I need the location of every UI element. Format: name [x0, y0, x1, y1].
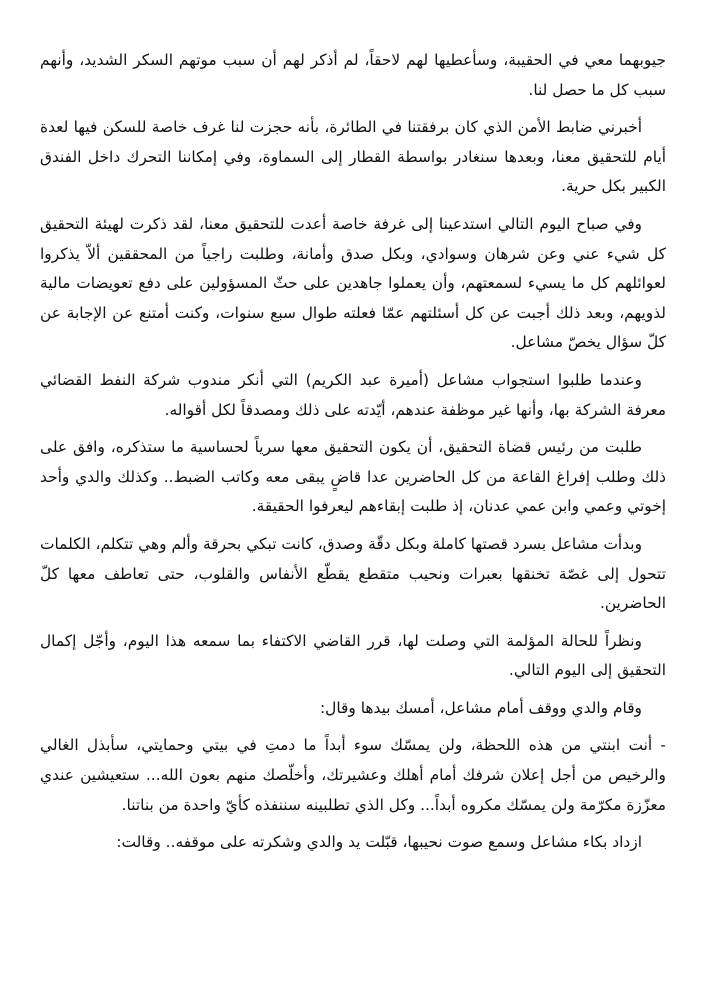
paragraph: ونظراً للحالة المؤلمة التي وصلت لها، قرر القاضي الاكتفاء بما سمعه هذا اليوم، وأجّل إكمال التحقيق إلى اليوم التالي.: [40, 631, 666, 680]
document-page: [40, 46, 666, 866]
paragraph: وفي صباح اليوم التالي استدعينا إلى غرفة خاصة أعدت للتحقيق معنا، لقد ذكرت لهيئة التحقيق كل شيء عني وعن شرهان وسوادي، وبكل صدق وأمانة، وطلبت راجياً من المحققين ألاّ يذكروا لعوائلهم كل ما يسيء لسمعتهم، وأن يعملوا جاهدين على حثّ المسؤولين على دفع تعويضات مالية لذويهم، وبعد ذلك أجبت عن كل أسئلتهم عمّا فعلته طوال سبع سنوات، وكنت أمتنع عن الإجابة عن كلّ سؤال يخصّ مشاعل.: [40, 214, 666, 352]
paragraph: ازداد بكاء مشاعل وسمع صوت نحيبها، قبّلت يد والدي وشكرته على موقفه.. وقالت:: [116, 833, 642, 852]
paragraph: طلبت من رئيس قضاة التحقيق، أن يكون التحقيق معها سرياً لحساسية ما ستذكره، وافق على ذلك وطلب إفراغ القاعة من كل الحاضرين عدا قاضٍ يبقى معه وكاتب الضبط.. وكذلك والدي وأحد إخوتي وعمي وابن عمي عدنان، إذ طلبت إبقاءهم ليعرفوا الحقيقة.: [40, 438, 666, 516]
paragraph: جيوبهما معي في الحقيبة، وسأعطيها لهم لاحقاً، لم أذكر لهم أن سبب موتهم السكر الشديد، وأنهم سبب كل ما حصل لنا.: [40, 51, 666, 99]
paragraph: وبدأت مشاعل بسرد قصتها كاملة وبكل دقّة وصدق، كانت تبكي بحرقة وألم وهي تتكلم، الكلمات تتحول إلى غصّة تخنقها بعبرات ونحيب متقطع يقطّع الأنفاس والقلوب، حتى تعاطف معها كلّ الحاضرين.: [40, 534, 666, 613]
paragraph: أخبرني ضابط الأمن الذي كان برفقتنا في الطائرة، بأنه حجزت لنا غرف خاصة للسكن فيها لعدة أيام للتحقيق معنا، وبعدها سنغادر بواسطة القطار إلى السماوة، وفي إمكاننا التحرك داخل الفندق الكبير بكل حرية.: [40, 118, 666, 196]
paragraph: وقام والدي ووقف أمام مشاعل، أمسك بيدها وقال:: [319, 698, 642, 717]
dialogue-paragraph: - أنت ابنتي من هذه اللحظة، ولن يمسّك سوء أبداً ما دمتِ في بيتي وحمايتي، سأبذل الغالي والرخيص من أجل إعلان شرفك أمام أهلك وعشيرتك، وأخلّصك منهم بعون الله... ستعيشين عندي معزّزة مكرّمة ولن يمسّك مكروه أبداً... وكل الذي تطلبينه سننفذه كأيّ واحدة من بناتنا.: [40, 736, 666, 814]
paragraph: وعندما طلبوا استجواب مشاعل (أميرة عبد الكريم) التي أنكر مندوب شركة النفط القضائي معرفة الشركة بها، وأنها غير موظفة عندهم، أيّدته على ذلك ومصدقاً لكل أقواله.: [40, 370, 666, 419]
